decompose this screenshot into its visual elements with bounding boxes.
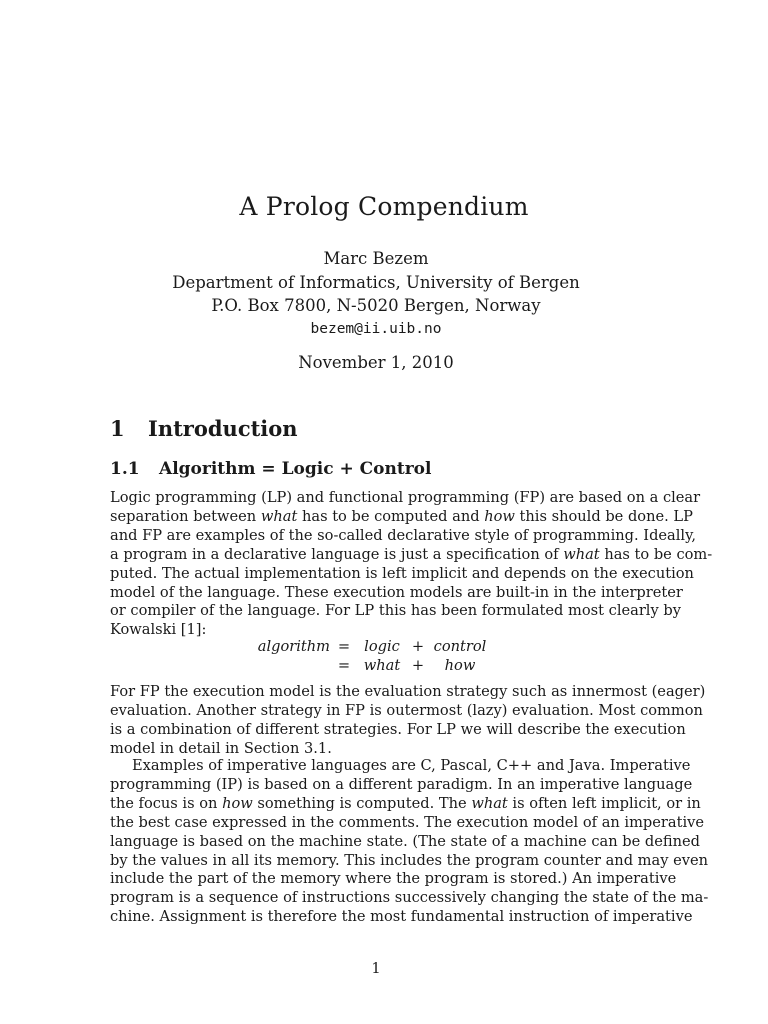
text-run: separation between <box>110 507 261 525</box>
emphasis-text: what <box>260 507 298 525</box>
text-run: something is computed. The <box>252 794 472 812</box>
paper-title: A Prolog Compendium <box>239 192 529 221</box>
emphasis-text: what <box>563 545 600 563</box>
equation-equals: = <box>337 638 351 655</box>
equation-plus: + <box>411 638 425 655</box>
text-run: the best case expressed in the comments. The execution model of an imperative <box>110 813 705 831</box>
subsection-title: Algorithm = Logic + Control <box>159 459 432 479</box>
author-block <box>0 247 752 341</box>
subsection-number: 1.1 <box>110 459 140 479</box>
text-run: Examples of imperative languages are C, Pascal, C++ and Java. Imperative <box>132 757 691 774</box>
equation-plus: + <box>411 656 425 674</box>
text-run: For FP the execution model is the evaluation strategy such as innermost (eager) <box>110 683 706 700</box>
text-run: is a combination of different strategies. For LP we will describe the execution <box>110 720 686 738</box>
equation-algorithm <box>230 638 490 675</box>
text-run: a program in a declarative language is just a specification of <box>110 545 564 563</box>
text-run: and FP are examples of the so-called declarative style of programming. Ideally, <box>110 526 697 544</box>
text-line <box>110 489 701 508</box>
text-line <box>110 851 709 871</box>
section-title: Introduction <box>148 416 298 441</box>
author-name: Marc Bezem <box>323 249 429 268</box>
text-line <box>110 775 693 795</box>
text-line <box>110 683 706 702</box>
emphasis-text: how <box>222 794 253 812</box>
text-run: is often left implicit, or in <box>507 794 701 812</box>
text-line <box>110 889 709 908</box>
text-run: Logic programming (LP) and functional programming (FP) are based on a clear <box>110 489 701 506</box>
text-run: Kowalski [1]: <box>110 621 207 639</box>
text-line <box>110 832 700 852</box>
equation-term: logic <box>364 638 400 655</box>
text-line <box>110 757 691 776</box>
author-address: P.O. Box 7800, N-5020 Bergen, Norway <box>211 296 541 315</box>
text-line <box>110 701 703 721</box>
text-line <box>110 507 693 527</box>
subsection-heading <box>110 459 431 479</box>
text-run: chine. Assignment is therefore the most fundamental instruction of imperative <box>110 908 693 926</box>
text-run: program is a sequence of instructions successively changing the state of the ma- <box>110 889 709 907</box>
text-line <box>110 602 681 621</box>
text-line <box>110 564 694 584</box>
equation-equals: = <box>337 656 351 674</box>
equation-term: what <box>363 656 401 674</box>
text-run: include the part of the memory where the program is stored.) An imperative <box>110 870 677 888</box>
page-number: 1 <box>371 960 381 977</box>
text-run: the focus is on <box>110 794 223 812</box>
text-line <box>110 583 683 603</box>
equation-term: how <box>444 656 476 674</box>
text-line <box>110 813 705 833</box>
section-number: 1 <box>110 416 125 441</box>
equation-row <box>230 657 490 676</box>
text-line <box>110 526 697 546</box>
text-run: model of the language. These execution models are built-in in the interpreter <box>110 583 683 601</box>
text-run: language is based on the machine state. (The state of a machine can be defined <box>110 832 700 850</box>
text-line <box>110 908 693 927</box>
equation-row <box>230 638 490 657</box>
text-run: has to be com- <box>599 545 713 563</box>
equation-lhs <box>230 657 330 676</box>
text-run: evaluation. Another strategy in FP is outermost (lazy) evaluation. Most common <box>110 701 703 719</box>
section-heading <box>110 416 298 441</box>
paper-date: November 1, 2010 <box>298 353 454 372</box>
paragraph-intro <box>110 489 713 640</box>
text-run: programming (IP) is based on a different paradigm. In an imperative language <box>110 775 693 793</box>
text-line <box>110 720 686 740</box>
emphasis-text: what <box>471 794 508 812</box>
author-affiliation: Department of Informatics, University of Bergen <box>172 272 580 292</box>
text-run: or compiler of the language. For LP this has been formulated most clearly by <box>110 602 681 620</box>
text-run: puted. The actual implementation is left implicit and depends on the execution <box>110 564 694 582</box>
equation-lhs: algorithm <box>257 638 330 655</box>
text-line <box>110 870 677 889</box>
text-run: by the values in all its memory. This includes the program counter and may even <box>110 851 709 869</box>
text-run: model in detail in Section 3.1. <box>110 739 332 757</box>
text-run: has to be computed and <box>297 507 485 525</box>
emphasis-text: how <box>484 507 515 525</box>
text-line <box>110 545 713 565</box>
equation-term: control <box>433 638 487 655</box>
paragraph-imperative <box>110 757 709 927</box>
paragraph-fp-model <box>110 683 706 759</box>
text-run: this should be done. LP <box>514 507 693 525</box>
author-email: bezem@ii.uib.no <box>310 320 442 337</box>
text-line <box>110 794 701 814</box>
text-line <box>110 740 641 759</box>
